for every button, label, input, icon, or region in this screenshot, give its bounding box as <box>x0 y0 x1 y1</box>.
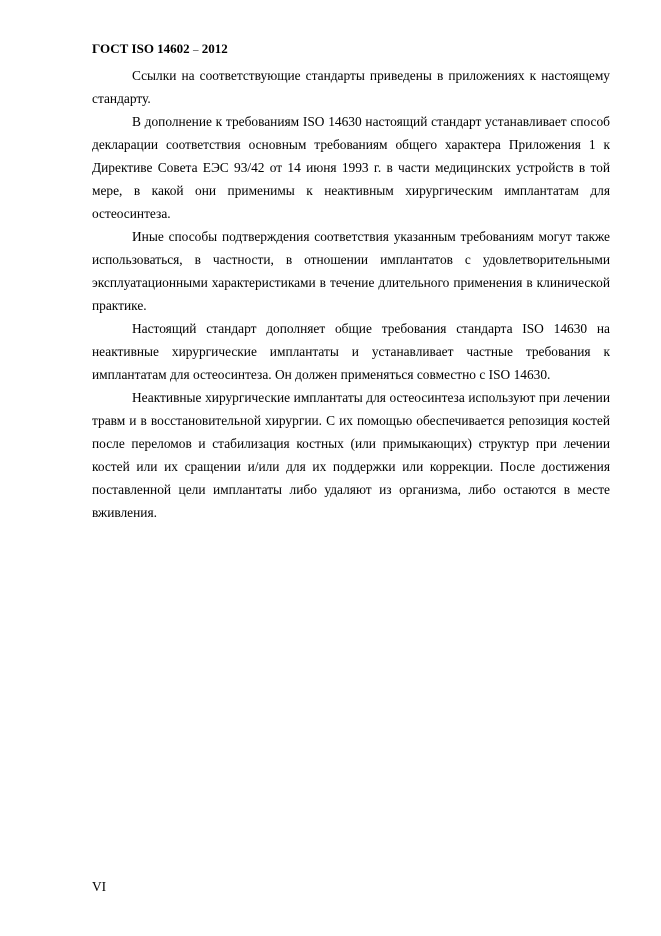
standard-year: 2012 <box>201 41 228 56</box>
paragraph-other-methods: Иные способы подтверждения соответствия указанным требованиям могут также использоваться, в частности, в отношении имплантатов с удовлетворительными эксплуатационными характеристиками в течение длительного применения в клинической практике. <box>92 229 610 313</box>
header-dash: – <box>192 44 199 56</box>
paragraph-scope: Настоящий стандарт дополняет общие требования стандарта ISO 14630 на неактивные хирургические имплантаты и устанавливает частные требования к имплантатам для остеосинтеза. Он должен применяться совместно с ISO 14630. <box>92 321 610 382</box>
paragraph-references: Ссылки на соответствующие стандарты приведены в приложениях к настоящему стандарту. <box>92 68 610 106</box>
document-header <box>92 41 228 58</box>
paragraph-declaration: В дополнение к требованиям ISO 14630 настоящий стандарт устанавливает способ декларации соответствия основным требованиям общего характера Приложения 1 к Директиве Совета ЕЭС 93/42 от 14 июня 1993 г. в части медицинских устройств в той мере, в какой они применимы к неактивным хирургическим имплантатам для остеосинтеза. <box>92 114 610 221</box>
page-number: VI <box>92 879 107 894</box>
document-body <box>92 64 610 524</box>
standard-designation: ГОСТ ISO 14602 <box>92 41 190 56</box>
paragraph-usage: Неактивные хирургические имплантаты для остеосинтеза используют при лечении травм и в восстановительной хирургии. С их помощью обеспечивается репозиция костей после переломов и стабилизация костных (или примыкающих) структур при лечении костей или их сращении и/или для их поддержки или коррекции. После достижения поставленной цели имплантаты либо удаляют из организма, либо остаются в месте вживления. <box>92 390 610 520</box>
